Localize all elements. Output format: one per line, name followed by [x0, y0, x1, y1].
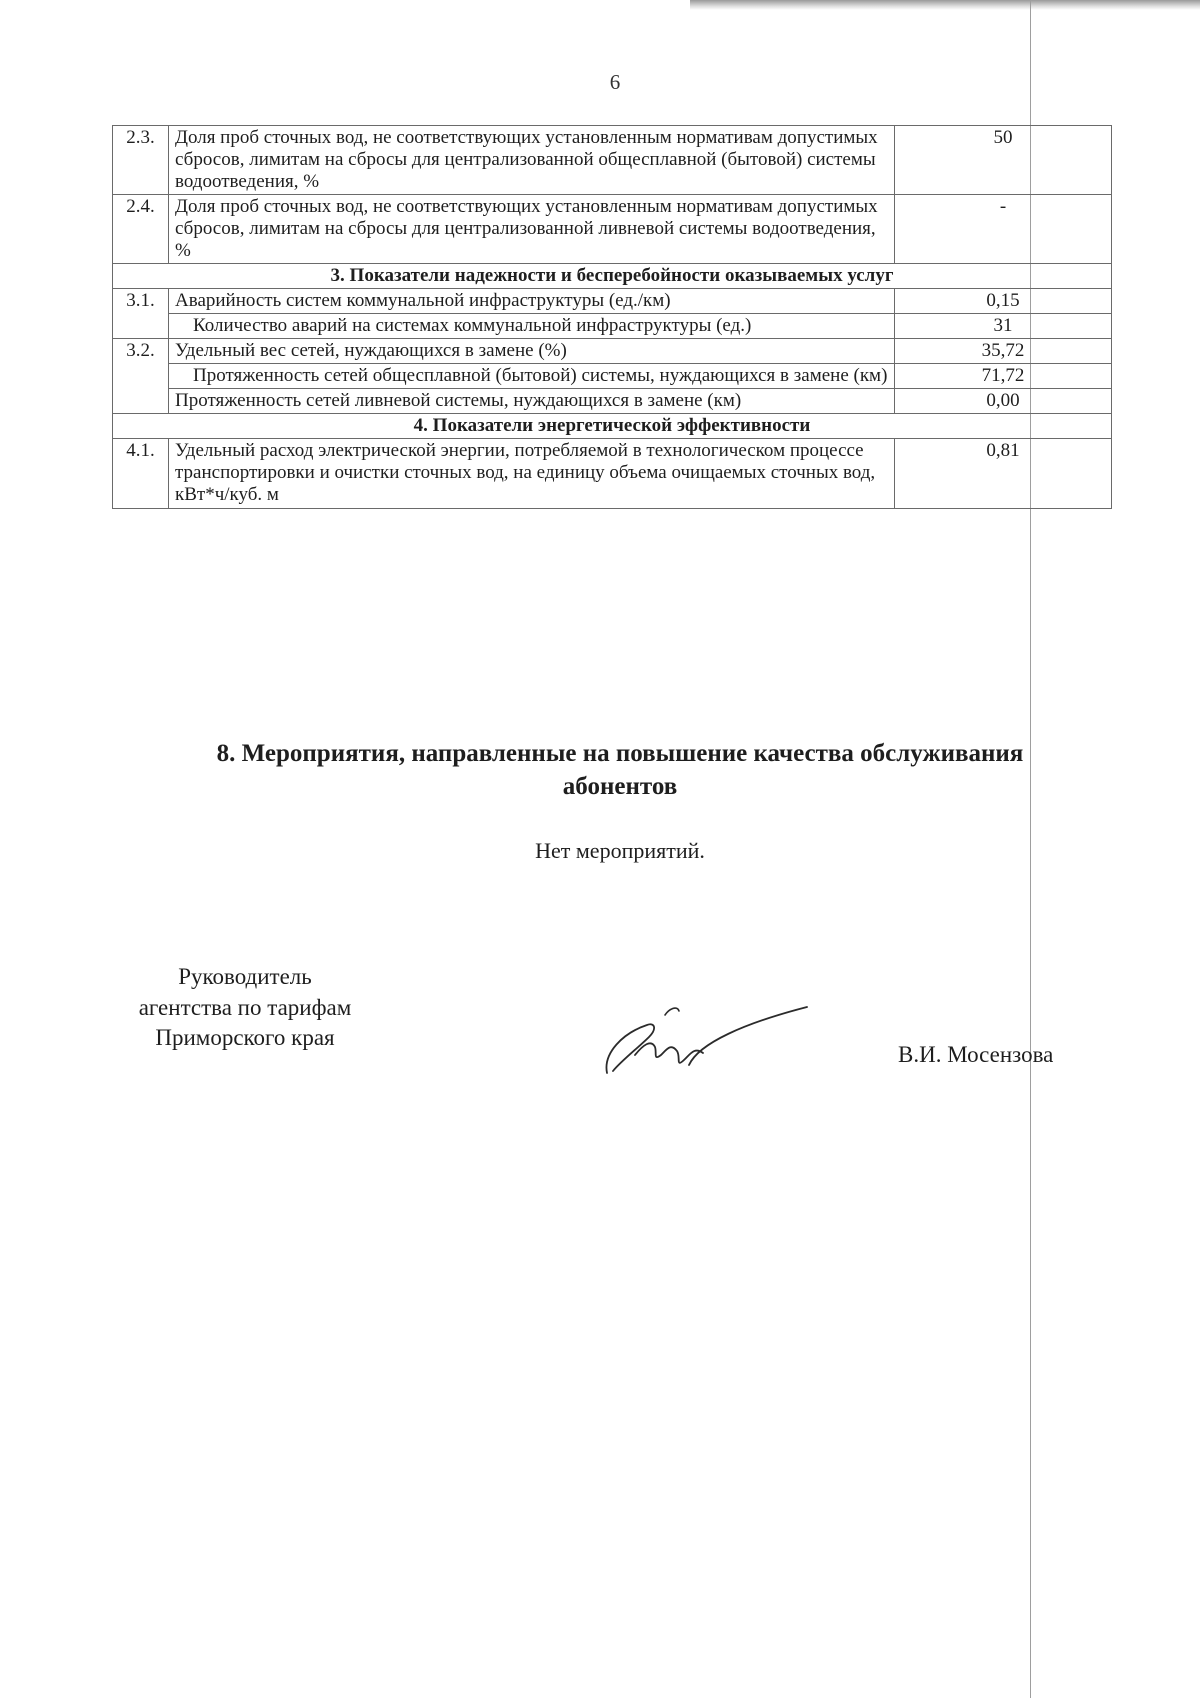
subrow-value: 71,72: [895, 364, 1112, 389]
subrow-description: Протяженность сетей ливневой системы, нуждающихся в замене (км): [169, 389, 895, 414]
row-value: 35,72: [895, 339, 1112, 364]
table-row: [113, 289, 1112, 314]
row-description: Доля проб сточных вод, не соответствующих установленным нормативам допустимых сбросов, лимитам на сбросы для централизованной общесплавной (бытовой) системы водоотведения, %: [169, 126, 895, 195]
subrow-description: Количество аварий на системах коммунальной инфраструктуры (ед.): [169, 314, 895, 339]
table-subrow: [113, 364, 1112, 389]
signer-name: В.И. Мосензова: [898, 1042, 1054, 1067]
table-row: [113, 439, 1112, 508]
row-value: 50: [895, 126, 1112, 195]
page-number: 6: [609, 70, 621, 94]
handwritten-signature: [595, 995, 815, 1085]
table-subrow: [113, 314, 1112, 339]
section-8-heading: 8. Мероприятия, направленные на повышение качества обслуживания абонентов: [216, 740, 1024, 800]
subrow-description: Протяженность сетей общесплавной (бытовой) системы, нуждающихся в замене (км): [169, 364, 895, 389]
table-subrow: [113, 389, 1112, 414]
signer-position-line: Приморского края: [155, 1025, 335, 1051]
row-description: Удельный расход электрической энергии, потребляемой в технологическом процессе транспортировки и очистки сточных вод, на единицу объема очищаемых сточных вод, кВт*ч/куб. м: [169, 439, 895, 508]
row-number: 2.4.: [113, 195, 169, 264]
row-number: 4.1.: [113, 439, 169, 508]
no-measures-text: Нет мероприятий.: [535, 838, 705, 863]
row-value: 0,15: [895, 289, 1112, 314]
table-row: [113, 339, 1112, 364]
section-title: 3. Показатели надежности и бесперебойности оказываемых услуг: [113, 264, 1112, 289]
row-value: 0,81: [895, 439, 1112, 508]
section-title: 4. Показатели энергетической эффективности: [113, 414, 1112, 439]
indicators-table: [112, 125, 1112, 509]
signer-position: [100, 962, 390, 1054]
subrow-value: 31: [895, 314, 1112, 339]
row-description: Доля проб сточных вод, не соответствующих установленным нормативам допустимых сбросов, лимитам на сбросы для централизованной ливневой системы водоотведения, %: [169, 195, 895, 264]
row-description: Аварийность систем коммунальной инфраструктуры (ед./км): [169, 289, 895, 314]
subrow-value: 0,00: [895, 389, 1112, 414]
row-number: 3.2.: [113, 339, 169, 414]
table-row: [113, 195, 1112, 264]
row-number: 2.3.: [113, 126, 169, 195]
section-row: [113, 264, 1112, 289]
table-row: [113, 126, 1112, 195]
row-number: 3.1.: [113, 289, 169, 339]
row-value: -: [895, 195, 1112, 264]
signer-position-line: Руководитель: [178, 964, 312, 989]
signer-position-line: агентства по тарифам: [138, 994, 352, 1020]
scan-edge-shadow: [690, 0, 1200, 10]
row-description: Удельный вес сетей, нуждающихся в замене (%): [169, 339, 895, 364]
section-row: [113, 414, 1112, 439]
